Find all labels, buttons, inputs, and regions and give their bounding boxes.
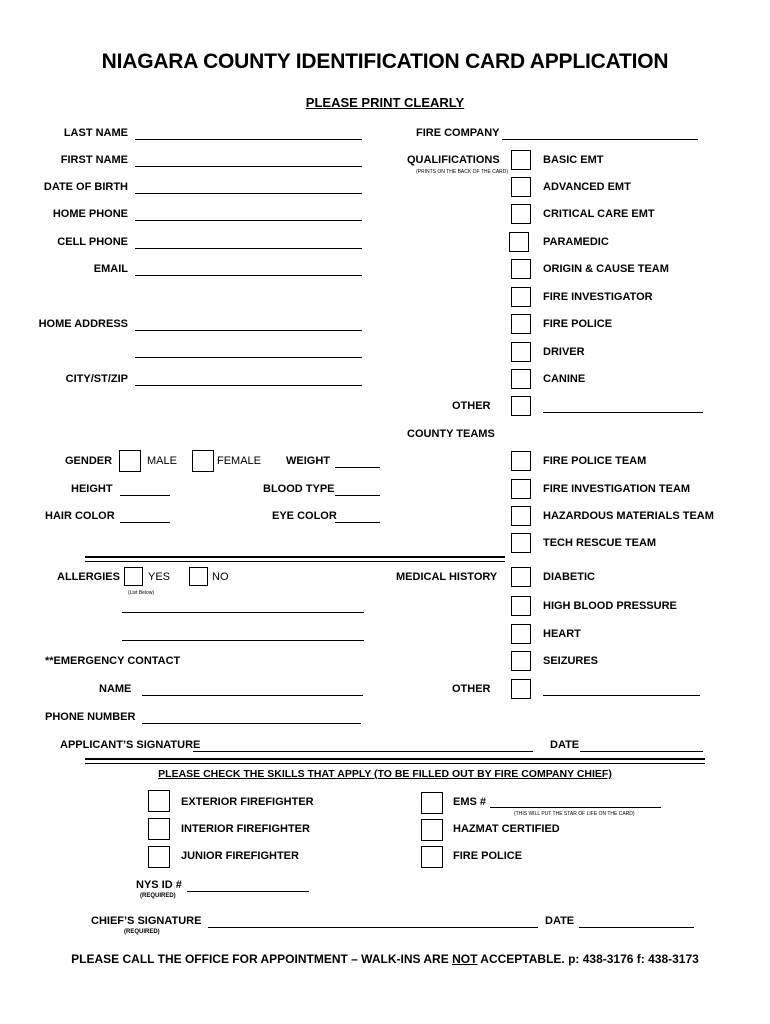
allergies-yes-checkbox[interactable] — [124, 567, 143, 586]
paramedic-checkbox[interactable] — [509, 232, 529, 252]
qual-label-origin-cause: ORIGIN & CAUSE TEAM — [543, 263, 669, 275]
weight-field[interactable] — [335, 467, 380, 468]
footer-post: ACCEPTABLE. p: 438-3176 f: 438-3173 — [477, 952, 699, 966]
female-label: FEMALE — [217, 455, 262, 467]
first-name-label: FIRST NAME — [60, 154, 128, 166]
nys-id-field[interactable] — [187, 891, 309, 892]
email-label: EMAIL — [93, 263, 128, 275]
form-subtitle: PLEASE PRINT CLEARLY — [305, 95, 465, 110]
chief-signature-field[interactable] — [208, 927, 538, 928]
skill-fire-police-label: FIRE POLICE — [453, 850, 523, 862]
height-field[interactable] — [120, 495, 170, 496]
allergies-field-2[interactable] — [122, 640, 364, 641]
qual-other-label: OTHER — [452, 400, 491, 412]
allergies-note: (List Below) — [128, 590, 155, 596]
eye-color-label: EYE COLOR — [272, 510, 337, 522]
home-address-label: HOME ADDRESS — [38, 318, 128, 330]
qual-label-driver: DRIVER — [543, 346, 585, 358]
ems-label: EMS # — [453, 796, 487, 808]
canine-checkbox[interactable] — [511, 369, 531, 389]
qual-label-basic-emt: BASIC EMT — [543, 154, 604, 166]
medical-other-field[interactable] — [543, 695, 700, 696]
eye-color-field[interactable] — [335, 522, 380, 523]
city-st-zip-label: CITY/ST/ZIP — [65, 373, 128, 385]
qualifications-label: QUALIFICATIONS — [407, 154, 500, 166]
junior-firefighter-checkbox[interactable] — [148, 846, 170, 868]
emergency-contact-label: **EMERGENCY CONTACT — [45, 655, 181, 667]
blood-type-label: BLOOD TYPE — [263, 483, 335, 495]
hazmat-team-checkbox[interactable] — [511, 506, 531, 526]
dob-field[interactable] — [135, 193, 362, 194]
email-field[interactable] — [135, 275, 362, 276]
home-address-field[interactable] — [135, 330, 362, 331]
city-st-zip-field[interactable] — [135, 385, 362, 386]
emergency-phone-label: PHONE NUMBER — [45, 711, 136, 723]
ems-note: (THIS WILL PUT THE STAR OF LIFE ON THE CARD) — [514, 811, 635, 817]
emergency-name-label: NAME — [99, 683, 132, 695]
blood-type-field[interactable] — [335, 495, 380, 496]
allergies-no-label: NO — [212, 571, 229, 583]
qual-label-advanced-emt: ADVANCED EMT — [543, 181, 631, 193]
weight-label: WEIGHT — [286, 455, 330, 467]
footer-notice — [0, 952, 770, 966]
footer-not: NOT — [452, 952, 478, 966]
section-divider — [85, 556, 505, 558]
qual-other-checkbox[interactable] — [511, 396, 531, 416]
home-phone-field[interactable] — [135, 220, 362, 221]
chief-date-field[interactable] — [579, 927, 694, 928]
last-name-label: LAST NAME — [63, 127, 128, 139]
home-phone-label: HOME PHONE — [52, 208, 128, 220]
team-label-fire-investigation: FIRE INVESTIGATION TEAM — [543, 483, 691, 495]
skill-fire-police-checkbox[interactable] — [421, 846, 443, 868]
medical-other-label: OTHER — [452, 683, 491, 695]
tech-rescue-team-checkbox[interactable] — [511, 533, 531, 553]
gender-label: GENDER — [65, 455, 113, 467]
applicant-date-field[interactable] — [580, 751, 703, 752]
fire-police-checkbox[interactable] — [511, 314, 531, 334]
applicant-signature-field[interactable] — [193, 751, 533, 752]
fire-police-team-checkbox[interactable] — [511, 451, 531, 471]
applicant-date-label: DATE — [550, 739, 580, 751]
hazmat-certified-checkbox[interactable] — [421, 819, 443, 841]
origin-cause-checkbox[interactable] — [511, 259, 531, 279]
fire-company-field[interactable] — [502, 139, 698, 140]
cell-phone-label: CELL PHONE — [57, 236, 128, 248]
hazmat-certified-label: HAZMAT CERTIFIED — [453, 823, 560, 835]
hair-color-field[interactable] — [120, 522, 170, 523]
critical-care-emt-checkbox[interactable] — [511, 204, 531, 224]
nys-id-required: (REQUIRED) — [140, 893, 176, 899]
female-checkbox[interactable] — [192, 450, 214, 472]
qual-label-fire-investigator: FIRE INVESTIGATOR — [543, 291, 653, 303]
chief-section-divider-thin — [85, 763, 705, 764]
emergency-name-field[interactable] — [142, 695, 363, 696]
fire-company-label: FIRE COMPANY — [416, 127, 500, 139]
team-label-fire-police: FIRE POLICE TEAM — [543, 455, 647, 467]
qual-label-paramedic: PARAMEDIC — [543, 236, 609, 248]
qual-label-canine: CANINE — [543, 373, 586, 385]
emergency-phone-field[interactable] — [142, 723, 361, 724]
basic-emt-checkbox[interactable] — [511, 150, 531, 170]
medical-label-seizures: SEIZURES — [543, 655, 599, 667]
last-name-field[interactable] — [135, 139, 362, 140]
male-checkbox[interactable] — [119, 450, 141, 472]
high-blood-pressure-checkbox[interactable] — [511, 596, 531, 616]
team-label-tech-rescue: TECH RESCUE TEAM — [543, 537, 657, 549]
exterior-firefighter-checkbox[interactable] — [148, 790, 170, 812]
qual-other-field[interactable] — [543, 412, 703, 413]
allergies-field-1[interactable] — [122, 612, 364, 613]
footer-pre: PLEASE CALL THE OFFICE FOR APPOINTMENT – WALK-INS ARE — [71, 952, 453, 966]
medical-label-diabetic: DIABETIC — [543, 571, 595, 583]
seizures-checkbox[interactable] — [511, 651, 531, 671]
medical-history-label: MEDICAL HISTORY — [396, 571, 498, 583]
interior-firefighter-checkbox[interactable] — [148, 818, 170, 840]
nys-id-label: NYS ID # — [136, 879, 182, 891]
home-address-field-2[interactable] — [135, 357, 362, 358]
skills-heading: PLEASE CHECK THE SKILLS THAT APPLY (TO BE FILLED OUT BY FIRE COMPANY CHIEF) — [158, 768, 612, 780]
driver-checkbox[interactable] — [511, 342, 531, 362]
medical-label-hbp: HIGH BLOOD PRESSURE — [543, 600, 677, 612]
applicant-signature-label: APPLICANT’S SIGNATURE — [60, 739, 201, 751]
diabetic-checkbox[interactable] — [511, 567, 531, 587]
skill-label-exterior: EXTERIOR FIREFIGHTER — [181, 796, 314, 808]
first-name-field[interactable] — [135, 166, 362, 167]
heart-checkbox[interactable] — [511, 624, 531, 644]
qualifications-note: (PRINTS ON THE BACK OF THE CARD) — [416, 169, 509, 175]
hair-color-label: HAIR COLOR — [45, 510, 115, 522]
medical-label-heart: HEART — [543, 628, 581, 640]
qual-label-fire-police: FIRE POLICE — [543, 318, 613, 330]
ems-number-field[interactable] — [490, 807, 661, 808]
cell-phone-field[interactable] — [135, 248, 362, 249]
ems-checkbox[interactable] — [421, 792, 443, 814]
allergies-label: ALLERGIES — [57, 571, 120, 583]
allergies-no-checkbox[interactable] — [189, 567, 208, 586]
chief-signature-required: (REQUIRED) — [124, 929, 160, 935]
fire-investigation-team-checkbox[interactable] — [511, 479, 531, 499]
chief-section-divider — [85, 758, 705, 760]
skill-label-interior: INTERIOR FIREFIGHTER — [181, 823, 310, 835]
county-teams-label: COUNTY TEAMS — [407, 428, 495, 440]
allergies-yes-label: YES — [148, 571, 171, 583]
height-label: HEIGHT — [71, 483, 113, 495]
section-divider-thin — [85, 561, 505, 562]
qual-label-critical-care-emt: CRITICAL CARE EMT — [543, 208, 655, 220]
male-label: MALE — [147, 455, 177, 467]
skill-label-junior: JUNIOR FIREFIGHTER — [181, 850, 299, 862]
medical-other-checkbox[interactable] — [511, 679, 531, 699]
advanced-emt-checkbox[interactable] — [511, 177, 531, 197]
dob-label: DATE OF BIRTH — [43, 181, 128, 193]
fire-investigator-checkbox[interactable] — [511, 287, 531, 307]
team-label-hazmat: HAZARDOUS MATERIALS TEAM — [543, 510, 714, 522]
chief-date-label: DATE — [545, 915, 575, 927]
form-title: NIAGARA COUNTY IDENTIFICATION CARD APPLICATION — [101, 50, 669, 73]
chief-signature-label: CHIEF’S SIGNATURE — [91, 915, 202, 927]
